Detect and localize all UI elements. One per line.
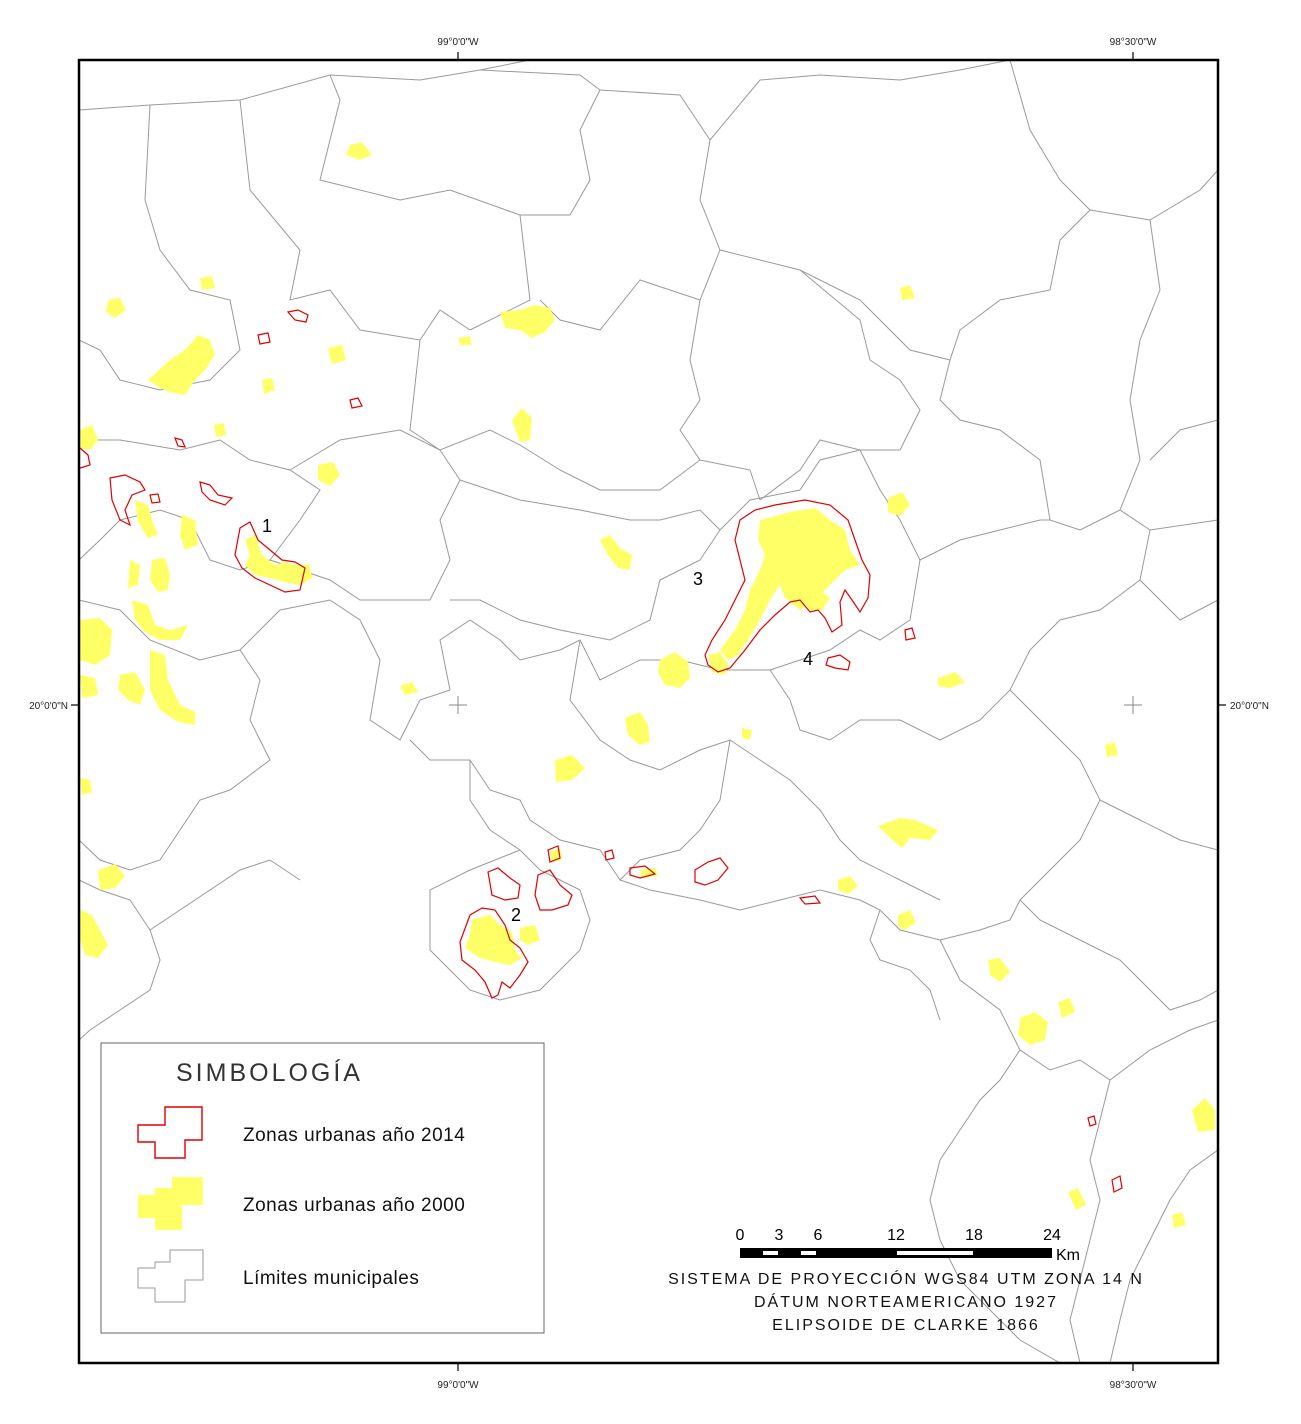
legend-label-municipal: Límites municipales <box>243 1268 420 1289</box>
scale-tick-0: 0 <box>735 1227 745 1244</box>
lon-label-bottom-right: 98°30'0"W <box>1109 1380 1157 1391</box>
lat-label-left: 20°0'0"N <box>29 701 68 712</box>
lat-label-right: 20°0'0"N <box>1230 701 1269 712</box>
zone-label-1: 1 <box>262 516 273 536</box>
zone-label-3: 3 <box>693 569 704 589</box>
legend-label-2000: Zonas urbanas año 2000 <box>243 1195 466 1216</box>
projection-line-1: SISTEMA DE PROYECCIÓN WGS84 UTM ZONA 14 N <box>668 1271 1144 1288</box>
zone-label-4: 4 <box>803 649 814 669</box>
scale-bar <box>736 1227 1080 1264</box>
projection-line-3: ELIPSOIDE DE CLARKE 1866 <box>772 1317 1040 1334</box>
lon-label-bottom-left: 99°0'0"W <box>437 1380 479 1391</box>
lon-label-top-right: 98°30'0"W <box>1109 37 1157 48</box>
legend <box>101 1043 544 1333</box>
legend-label-2014: Zonas urbanas año 2014 <box>243 1125 466 1146</box>
projection-info <box>668 1269 1144 1334</box>
legend-title: SIMBOLOGÍA <box>176 1059 363 1087</box>
scale-tick-3: 3 <box>774 1227 784 1244</box>
projection-line-2: DÁTUM NORTEAMERICANO 1927 <box>754 1294 1058 1311</box>
lon-label-top-left: 99°0'0"W <box>437 37 479 48</box>
scale-tick-6: 6 <box>813 1227 823 1244</box>
scale-unit: Km <box>1056 1247 1080 1264</box>
scale-tick-18: 18 <box>965 1227 983 1244</box>
zone-label-2: 2 <box>511 905 522 925</box>
scale-tick-24: 24 <box>1043 1227 1061 1244</box>
scale-tick-12: 12 <box>887 1227 905 1244</box>
